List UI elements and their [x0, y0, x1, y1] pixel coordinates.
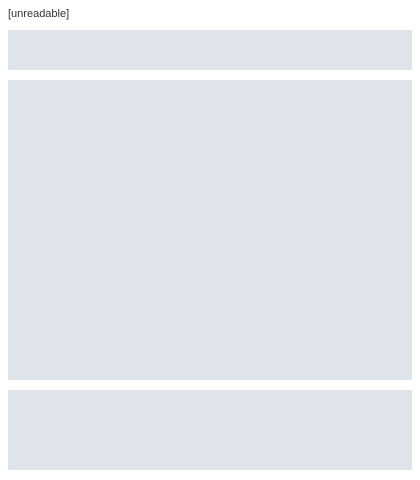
footer-placeholder [8, 390, 412, 470]
content-placeholder [8, 80, 412, 380]
header-placeholder [8, 30, 412, 70]
page-title: [unreadable] [8, 8, 70, 20]
